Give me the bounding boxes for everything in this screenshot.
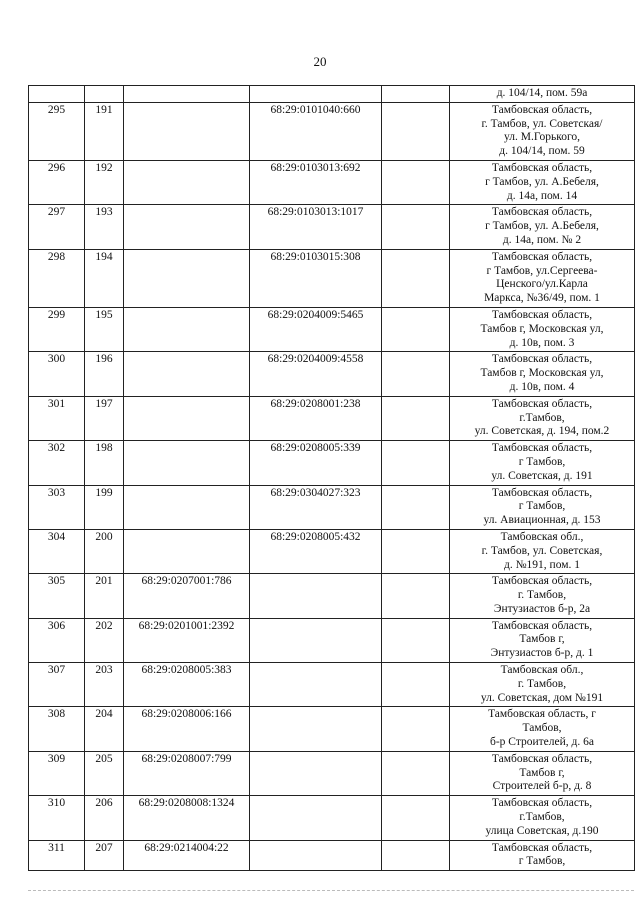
cadastral-number-cell: 68:29:0201001:2392	[124, 618, 250, 662]
address-line: ул. Советская, дом №191	[480, 691, 604, 704]
address-line: г. Тамбов,	[517, 589, 567, 602]
cadastral-number-alt-cell: 68:29:0103013:1017	[250, 205, 382, 249]
cadastral-number-alt-cell	[250, 796, 382, 840]
address-cell	[450, 796, 635, 840]
row-number-cell: 295	[29, 102, 85, 160]
address-line: Тамбовская область,	[491, 442, 593, 455]
address-line: ул. М.Горького,	[503, 131, 581, 144]
address-line: г Тамбов, ул. А.Бебеля,	[485, 220, 599, 233]
blank-cell	[382, 751, 450, 795]
address-line: г. Тамбов, ул. Советская,	[481, 544, 603, 557]
item-number-cell: 200	[85, 529, 124, 573]
cadastral-number-alt-cell: 68:29:0103013:692	[250, 160, 382, 204]
item-number-cell: 191	[85, 102, 124, 160]
address-line: Тамбовская область,	[491, 103, 593, 116]
address-line: Энтузиастов б-р, 2а	[493, 602, 591, 615]
address-line: д. 10в, пом. 4	[509, 380, 575, 393]
address-line: Тамбовская область,	[491, 397, 593, 410]
address-cell	[450, 618, 635, 662]
blank-cell	[382, 352, 450, 396]
address-cell	[450, 707, 635, 751]
address-cell	[450, 840, 635, 871]
address-cell	[450, 396, 635, 440]
item-number-cell: 204	[85, 707, 124, 751]
table-body	[29, 86, 635, 871]
address-line: Тамбовская область,	[491, 486, 593, 499]
item-number-cell: 199	[85, 485, 124, 529]
address-cell	[450, 574, 635, 618]
address-line: г.Тамбов,	[519, 811, 565, 824]
address-line: г.Тамбов,	[519, 411, 565, 424]
cadastral-number-alt-cell: 68:29:0103015:308	[250, 249, 382, 307]
table-row	[29, 441, 635, 485]
cadastral-number-alt-cell: 68:29:0208005:432	[250, 529, 382, 573]
row-number-cell: 303	[29, 485, 85, 529]
cadastral-number-cell	[124, 307, 250, 351]
page-bottom-rule	[28, 890, 634, 891]
address-line: ул. Советская, д. 194, пом.2	[474, 425, 610, 438]
table-row	[29, 249, 635, 307]
address-line: д. 104/14, пом. 59а	[496, 87, 588, 99]
item-number-cell: 207	[85, 840, 124, 871]
item-number-cell: 196	[85, 352, 124, 396]
address-line: г Тамбов,	[518, 455, 566, 468]
address-cell	[450, 160, 635, 204]
cadastral-number-alt-cell	[250, 751, 382, 795]
address-cell	[450, 485, 635, 529]
cadastral-number-alt-cell: 68:29:0101040:660	[250, 102, 382, 160]
address-cell	[450, 663, 635, 707]
cadastral-number-cell: 68:29:0208006:166	[124, 707, 250, 751]
item-number-cell: 195	[85, 307, 124, 351]
row-number-cell: 301	[29, 396, 85, 440]
cadastral-number-alt-cell	[250, 618, 382, 662]
item-number-cell: 201	[85, 574, 124, 618]
row-number-cell: 305	[29, 574, 85, 618]
cadastral-number-alt-cell	[250, 663, 382, 707]
address-cell	[450, 86, 635, 103]
address-line: д. 14а, пом. № 2	[502, 233, 582, 246]
cadastral-number-cell	[124, 352, 250, 396]
address-cell	[450, 751, 635, 795]
row-number-cell: 306	[29, 618, 85, 662]
continuation-row	[29, 86, 635, 103]
cadastral-number-cell: 68:29:0207001:786	[124, 574, 250, 618]
table-row	[29, 102, 635, 160]
table-row	[29, 396, 635, 440]
blank-cell	[382, 160, 450, 204]
cadastral-number-cell: 68:29:0208008:1324	[124, 796, 250, 840]
table-row	[29, 307, 635, 351]
cadastral-number-cell	[124, 529, 250, 573]
address-line: Энтузиастов б-р, д. 1	[490, 647, 594, 660]
address-line: г. Тамбов,	[517, 677, 567, 690]
table-row	[29, 618, 635, 662]
address-line: ул. Советская, д. 191	[491, 469, 593, 482]
address-cell	[450, 102, 635, 160]
blank-cell	[382, 574, 450, 618]
table-row	[29, 205, 635, 249]
cadastral-number-alt-cell: 68:29:0204009:4558	[250, 352, 382, 396]
blank-cell	[382, 796, 450, 840]
address-line: Тамбовская область,	[491, 353, 593, 366]
cadastral-number-alt-cell: 68:29:0208005:339	[250, 441, 382, 485]
item-number-cell: 198	[85, 441, 124, 485]
address-line: г Тамбов, ул. А.Бебеля,	[485, 175, 599, 188]
table-row	[29, 160, 635, 204]
item-number-cell: 202	[85, 618, 124, 662]
blank-cell	[382, 307, 450, 351]
row-number-cell: 298	[29, 249, 85, 307]
table-row	[29, 796, 635, 840]
address-line: Тамбов,	[522, 722, 562, 735]
address-line: Тамбовская область,	[491, 206, 593, 219]
address-line: г Тамбов,	[518, 500, 566, 513]
address-line: Тамбовская область,	[491, 575, 593, 588]
blank-cell	[382, 205, 450, 249]
row-number-cell: 299	[29, 307, 85, 351]
cadastral-number-alt-cell: 68:29:0304027:323	[250, 485, 382, 529]
item-number-cell: 206	[85, 796, 124, 840]
address-line: Тамбовская обл.,	[500, 530, 584, 543]
table-row	[29, 574, 635, 618]
table-row	[29, 840, 635, 871]
row-number-cell: 308	[29, 707, 85, 751]
address-cell	[450, 205, 635, 249]
address-line: Ценского/ул.Карла	[496, 278, 588, 291]
address-cell	[450, 441, 635, 485]
row-number-cell: 296	[29, 160, 85, 204]
blank-cell	[382, 529, 450, 573]
row-number-cell: 302	[29, 441, 85, 485]
table-row	[29, 529, 635, 573]
blank-cell	[382, 663, 450, 707]
item-number-cell: 193	[85, 205, 124, 249]
cadastral-number-cell	[124, 102, 250, 160]
row-number-cell: 304	[29, 529, 85, 573]
address-line: г Тамбов, ул.Сергеева-	[486, 264, 598, 277]
address-line: Маркса, №36/49, пом. 1	[484, 292, 600, 305]
address-line: Тамбовская область, г	[488, 708, 596, 721]
cadastral-number-cell	[124, 249, 250, 307]
item-number-cell: 197	[85, 396, 124, 440]
address-line: Тамбов г, Московская ул,	[480, 367, 604, 380]
cadastral-number-alt-cell	[250, 574, 382, 618]
row-number-cell: 309	[29, 751, 85, 795]
cadastral-number-cell	[124, 441, 250, 485]
row-number-cell: 311	[29, 840, 85, 871]
address-line: Строителей б-р, д. 8	[492, 780, 592, 793]
row-number-cell: 310	[29, 796, 85, 840]
item-number-cell: 205	[85, 751, 124, 795]
row-number-cell: 307	[29, 663, 85, 707]
cadastral-number-cell	[124, 160, 250, 204]
address-line: Тамбовская область,	[491, 308, 593, 321]
item-number-cell: 192	[85, 160, 124, 204]
address-line: д. 104/14, пом. 59	[499, 145, 585, 158]
cadastral-number-cell	[124, 205, 250, 249]
address-line: Тамбовская область,	[491, 797, 593, 810]
address-line: Тамбовская область,	[491, 841, 593, 854]
address-line: Тамбовская область,	[491, 752, 593, 765]
table-row	[29, 707, 635, 751]
blank-cell	[382, 249, 450, 307]
address-cell	[450, 352, 635, 396]
item-number-cell: 203	[85, 663, 124, 707]
address-line: Тамбовская область,	[491, 619, 593, 632]
page-number: 20	[313, 54, 327, 69]
cadastral-number-cell: 68:29:0214004:22	[124, 840, 250, 871]
address-line: д. №191, пом. 1	[503, 558, 581, 571]
blank-cell	[382, 485, 450, 529]
cadastral-number-cell	[124, 396, 250, 440]
cadastral-number-alt-cell: 68:29:0208001:238	[250, 396, 382, 440]
cadastral-number-cell: 68:29:0208005:383	[124, 663, 250, 707]
blank-cell	[382, 396, 450, 440]
row-number-cell: 297	[29, 205, 85, 249]
item-number-cell: 194	[85, 249, 124, 307]
address-cell	[450, 249, 635, 307]
cadastral-number-cell	[124, 485, 250, 529]
table-row	[29, 352, 635, 396]
address-line: Тамбовская область,	[491, 250, 593, 263]
address-line: Тамбов г,	[519, 633, 565, 646]
address-line: Тамбовская область,	[491, 161, 593, 174]
address-cell	[450, 529, 635, 573]
blank-cell	[382, 707, 450, 751]
address-line: д. 10в, пом. 3	[509, 336, 575, 349]
blank-cell	[382, 840, 450, 871]
row-number-cell: 300	[29, 352, 85, 396]
property-registry-table	[28, 85, 635, 871]
address-line: д. 14а, пом. 14	[506, 189, 578, 202]
address-line: г Тамбов,	[518, 855, 566, 868]
table-row	[29, 751, 635, 795]
address-line: ул. Авиационная, д. 153	[483, 514, 601, 527]
address-line: Тамбовская обл.,	[500, 664, 584, 677]
cadastral-number-alt-cell	[250, 840, 382, 871]
address-line: Тамбов г, Московская ул,	[480, 322, 604, 335]
cadastral-number-alt-cell	[250, 707, 382, 751]
table-row	[29, 663, 635, 707]
address-line: Тамбов г,	[519, 766, 565, 779]
cadastral-number-cell: 68:29:0208007:799	[124, 751, 250, 795]
blank-cell	[382, 441, 450, 485]
table-row	[29, 485, 635, 529]
address-line: улица Советская, д.190	[485, 824, 599, 837]
address-cell	[450, 307, 635, 351]
cadastral-number-alt-cell: 68:29:0204009:5465	[250, 307, 382, 351]
address-line: г. Тамбов, ул. Советская/	[481, 117, 603, 130]
blank-cell	[382, 618, 450, 662]
blank-cell	[382, 102, 450, 160]
address-line: б-р Строителей, д. 6а	[490, 736, 594, 749]
